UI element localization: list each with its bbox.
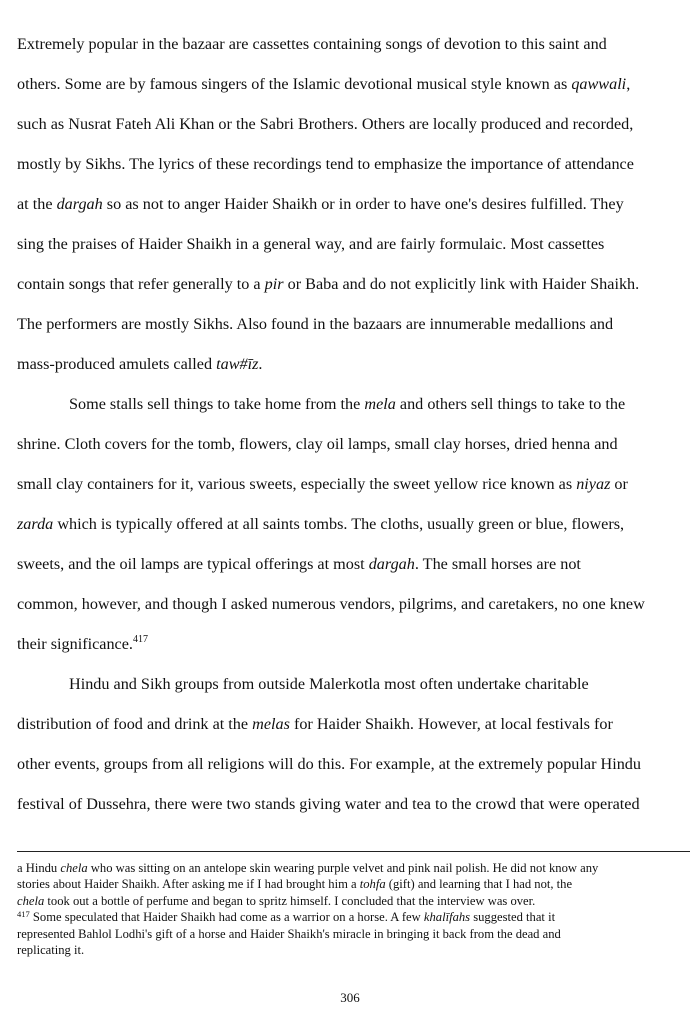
text-segment: their significance. bbox=[17, 635, 133, 653]
text-segment: The performers are mostly Sikhs. Also found in the bazaars are innumerable medallions and bbox=[17, 315, 614, 333]
italic-term: taw#īz bbox=[216, 355, 259, 373]
body-line bbox=[17, 704, 692, 744]
italic-term: khalīfahs bbox=[423, 910, 471, 925]
text-segment: . The small horses are not bbox=[414, 555, 581, 573]
italic-term: niyaz bbox=[576, 475, 611, 493]
text-segment: stories about Haider Shaikh. After asking me if I had brought him a bbox=[17, 877, 360, 892]
body-line bbox=[17, 744, 692, 784]
body-line bbox=[17, 504, 692, 544]
text-segment: Some speculated that Haider Shaikh had come as a warrior on a horse. A few bbox=[29, 910, 424, 925]
text-segment: common, however, and though I asked numerous vendors, pilgrims, and caretakers, no one knew bbox=[17, 595, 645, 613]
footnotes-line bbox=[17, 909, 692, 925]
body-line bbox=[17, 584, 692, 624]
text-segment: . bbox=[258, 355, 263, 373]
footnotes-line bbox=[17, 926, 692, 942]
body-line bbox=[17, 784, 692, 824]
body-line bbox=[17, 624, 692, 664]
footnotes bbox=[17, 860, 692, 958]
text-segment: sing the praises of Haider Shaikh in a general way, and are fairly formulaic. Most cassettes bbox=[17, 235, 605, 253]
text-segment: at the bbox=[17, 195, 57, 213]
text-segment: contain songs that refer generally to a bbox=[17, 275, 265, 293]
text-segment: other events, groups from all religions will do this. For example, at the extremely popular Hindu bbox=[17, 755, 641, 773]
body-line bbox=[17, 24, 692, 64]
italic-term: dargah bbox=[56, 195, 103, 213]
text-segment: mostly by Sikhs. The lyrics of these recordings tend to emphasize the importance of attendance bbox=[17, 155, 634, 173]
body-line bbox=[17, 144, 692, 184]
body-line bbox=[17, 664, 692, 704]
text-segment: such as Nusrat Fateh Ali Khan or the Sabri Brothers. Others are locally produced and recorded, bbox=[17, 115, 634, 133]
italic-term: qawwali bbox=[571, 75, 627, 93]
italic-term: chela bbox=[60, 861, 88, 875]
italic-term: dargah bbox=[368, 555, 415, 573]
footnote-separator bbox=[17, 851, 690, 852]
footnotes-line bbox=[17, 893, 692, 909]
text-segment: Some stalls sell things to take home from the bbox=[69, 395, 365, 413]
text-segment: festival of Dussehra, there were two stands giving water and tea to the crowd that were operated bbox=[17, 795, 640, 813]
text-segment: mass-produced amulets called bbox=[17, 355, 217, 373]
text-segment: distribution of food and drink at the bbox=[17, 715, 253, 733]
footnotes-line bbox=[17, 860, 692, 876]
text-segment: , bbox=[626, 75, 631, 93]
body-line bbox=[17, 104, 692, 144]
italic-term: chela bbox=[17, 893, 45, 908]
text-segment: for Haider Shaikh. However, at local festivals for bbox=[289, 715, 613, 733]
text-segment: replicating it. bbox=[17, 943, 85, 958]
body-line bbox=[17, 544, 692, 584]
text-segment: shrine. Cloth covers for the tomb, flowers, clay oil lamps, small clay horses, dried henna and bbox=[17, 435, 618, 453]
body-line bbox=[17, 384, 692, 424]
text-segment: or bbox=[610, 475, 628, 493]
italic-term: zarda bbox=[17, 515, 54, 533]
page-number: 306 bbox=[340, 990, 360, 1005]
text-segment: Extremely popular in the bazaar are cassettes containing songs of devotion to this saint and bbox=[17, 35, 607, 53]
footnote-marker: 417 bbox=[17, 909, 30, 920]
text-segment: represented Bahlol Lodhi's gift of a horse and Haider Shaikh's miracle in bringing it back from the dead and bbox=[17, 926, 561, 941]
text-segment: who was sitting on an antelope skin wearing purple velvet and pink nail polish. He did not know any bbox=[87, 861, 599, 875]
text-segment: small clay containers for it, various sweets, especially the sweet yellow rice known as bbox=[17, 475, 577, 493]
text-segment: (gift) and learning that I had not, the bbox=[385, 877, 573, 892]
text-segment: which is typically offered at all saints tombs. The cloths, usually green or blue, flowers, bbox=[53, 515, 625, 533]
body-line bbox=[17, 464, 692, 504]
body-line bbox=[17, 184, 692, 224]
text-segment: others. Some are by famous singers of the Islamic devotional musical style known as bbox=[17, 75, 572, 93]
body-line bbox=[17, 224, 692, 264]
text-segment: and others sell things to take to the bbox=[395, 395, 626, 413]
text-segment: Hindu and Sikh groups from outside Malerkotla most often undertake charitable bbox=[69, 675, 589, 693]
footnotes-line bbox=[17, 942, 692, 958]
body-line bbox=[17, 304, 692, 344]
italic-term: melas bbox=[252, 715, 290, 733]
body-line bbox=[17, 424, 692, 464]
body-line bbox=[17, 264, 692, 304]
body-text bbox=[17, 24, 692, 824]
text-segment: so as not to anger Haider Shaikh or in order to have one's desires fulfilled. They bbox=[102, 195, 624, 213]
italic-term: pir bbox=[264, 275, 284, 293]
text-segment: a Hindu bbox=[17, 861, 61, 875]
text-segment: took out a bottle of perfume and began to spritz himself. I concluded that the interview was over. bbox=[44, 893, 536, 908]
footnotes-line bbox=[17, 876, 692, 892]
body-line bbox=[17, 344, 692, 384]
footnote-marker: 417 bbox=[132, 634, 148, 645]
text-segment: sweets, and the oil lamps are typical offerings at most bbox=[17, 555, 369, 573]
body-line bbox=[17, 64, 692, 104]
italic-term: tohfa bbox=[359, 877, 386, 892]
text-segment: suggested that it bbox=[470, 910, 556, 925]
italic-term: mela bbox=[364, 395, 396, 413]
text-segment: or Baba and do not explicitly link with Haider Shaikh. bbox=[283, 275, 640, 293]
